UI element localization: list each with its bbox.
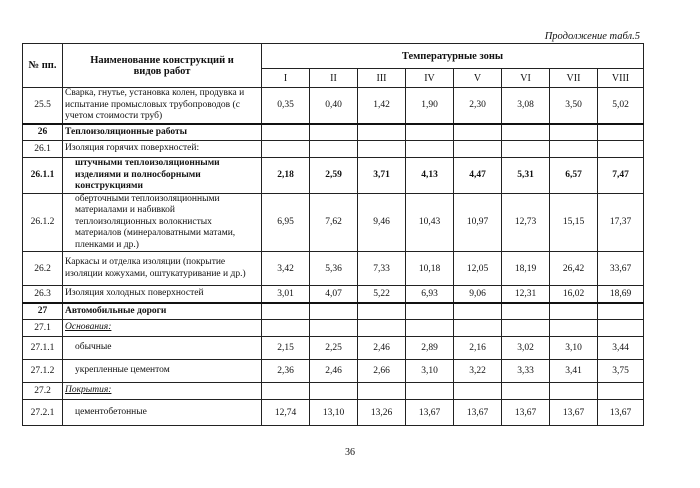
zone-value: 7,62 xyxy=(310,193,358,252)
zone-value: 3,75 xyxy=(598,360,644,383)
zone-value: 2,59 xyxy=(310,158,358,194)
zone-value xyxy=(454,320,502,337)
zone-value: 5,22 xyxy=(358,286,406,303)
zone-value: 2,36 xyxy=(262,360,310,383)
zone-value: 10,43 xyxy=(406,193,454,252)
zone-value: 16,02 xyxy=(550,286,598,303)
row-number: 25.5 xyxy=(23,88,63,124)
zone-value: 7,33 xyxy=(358,252,406,286)
page-number: 36 xyxy=(345,447,355,458)
table-row xyxy=(23,320,644,337)
zone-value xyxy=(262,320,310,337)
table-row xyxy=(23,303,644,320)
zone-value xyxy=(454,303,502,320)
row-number: 27 xyxy=(23,303,63,320)
zone-value: 13,67 xyxy=(502,400,550,426)
zone-header: V xyxy=(454,69,502,88)
zone-value: 4,13 xyxy=(406,158,454,194)
table-row xyxy=(23,337,644,360)
zone-value: 6,57 xyxy=(550,158,598,194)
table-row xyxy=(23,252,644,286)
table-row xyxy=(23,141,644,158)
zone-value: 3,10 xyxy=(550,337,598,360)
zone-value: 6,93 xyxy=(406,286,454,303)
zone-value: 3,10 xyxy=(406,360,454,383)
zone-value xyxy=(406,124,454,141)
zone-value xyxy=(406,383,454,400)
table-row xyxy=(23,400,644,426)
zone-value: 13,67 xyxy=(550,400,598,426)
row-name-italic: Основания: xyxy=(65,322,112,333)
row-name: штучными теплоизоляционными изделиями и полносборными конструкциями xyxy=(63,158,262,194)
zone-value xyxy=(598,124,644,141)
row-number: 27.2.1 xyxy=(23,400,63,426)
row-name xyxy=(63,320,262,337)
zone-header: II xyxy=(310,69,358,88)
zone-value xyxy=(502,124,550,141)
zone-value: 7,47 xyxy=(598,158,644,194)
table-row xyxy=(23,193,644,252)
continuation-label: Продолжение табл.5 xyxy=(544,31,640,42)
row-number: 27.1.1 xyxy=(23,337,63,360)
header-name-line1: Наименование конструкций и xyxy=(90,54,234,66)
zone-value: 9,06 xyxy=(454,286,502,303)
zone-value xyxy=(598,141,644,158)
zone-value xyxy=(310,303,358,320)
header-zones: Температурные зоны xyxy=(262,44,644,69)
zone-value: 0,40 xyxy=(310,88,358,124)
zone-value: 3,44 xyxy=(598,337,644,360)
row-name: Изоляция холодных поверхностей xyxy=(63,286,262,303)
row-number: 26.2 xyxy=(23,252,63,286)
zone-value: 3,50 xyxy=(550,88,598,124)
header-name-line2: видов работ xyxy=(133,65,191,77)
zone-value xyxy=(550,320,598,337)
zone-value xyxy=(358,383,406,400)
zone-value xyxy=(550,141,598,158)
zone-value xyxy=(262,383,310,400)
zone-value xyxy=(358,320,406,337)
zone-value: 10,18 xyxy=(406,252,454,286)
zone-value xyxy=(310,320,358,337)
zone-value xyxy=(502,320,550,337)
row-number: 26.1.2 xyxy=(23,193,63,252)
temperature-zones-table xyxy=(22,43,644,426)
zone-value: 9,46 xyxy=(358,193,406,252)
zone-value: 2,15 xyxy=(262,337,310,360)
zone-value xyxy=(598,320,644,337)
zone-value: 4,07 xyxy=(310,286,358,303)
zone-header: I xyxy=(262,69,310,88)
row-number: 27.2 xyxy=(23,383,63,400)
zone-value: 12,05 xyxy=(454,252,502,286)
row-number: 27.1.2 xyxy=(23,360,63,383)
row-name: оберточными теплоизоляционными материалами и набивкой теплоизоляционных волокнистых материалов (минераловатными матами, пленками и др.) xyxy=(63,193,262,252)
table-row xyxy=(23,124,644,141)
zone-value: 2,16 xyxy=(454,337,502,360)
zone-value xyxy=(358,141,406,158)
row-number: 26.1 xyxy=(23,141,63,158)
zone-value: 2,89 xyxy=(406,337,454,360)
zone-value: 3,41 xyxy=(550,360,598,383)
row-name: Сварка, гнутье, установка колен, продувка и испытание промысловых трубопроводов (с учетом стоимости труб) xyxy=(63,88,262,124)
zone-value: 33,67 xyxy=(598,252,644,286)
zone-header: III xyxy=(358,69,406,88)
row-name: укрепленные цементом xyxy=(63,360,262,383)
zone-value: 1,42 xyxy=(358,88,406,124)
zone-value xyxy=(502,141,550,158)
zone-value xyxy=(454,124,502,141)
zone-value: 10,97 xyxy=(454,193,502,252)
row-name: Изоляция горячих поверхностей: xyxy=(63,141,262,158)
zone-value: 13,67 xyxy=(598,400,644,426)
zone-value xyxy=(262,141,310,158)
zone-value xyxy=(598,303,644,320)
zone-header: VI xyxy=(502,69,550,88)
zone-value: 2,46 xyxy=(358,337,406,360)
zone-value xyxy=(550,303,598,320)
table-row xyxy=(23,88,644,124)
table-row xyxy=(23,383,644,400)
zone-value xyxy=(502,383,550,400)
zone-value xyxy=(310,124,358,141)
zone-value xyxy=(358,124,406,141)
zone-value: 1,90 xyxy=(406,88,454,124)
zone-value: 26,42 xyxy=(550,252,598,286)
zone-header: IV xyxy=(406,69,454,88)
zone-value: 6,95 xyxy=(262,193,310,252)
zone-header: VIII xyxy=(598,69,644,88)
zone-value xyxy=(454,383,502,400)
zone-value: 3,22 xyxy=(454,360,502,383)
row-name-italic: Покрытия: xyxy=(65,385,112,396)
zone-value xyxy=(310,141,358,158)
row-name xyxy=(63,383,262,400)
header-name xyxy=(63,44,262,88)
zone-value xyxy=(310,383,358,400)
zone-value: 3,08 xyxy=(502,88,550,124)
zone-value xyxy=(598,383,644,400)
row-name: Автомобильные дороги xyxy=(63,303,262,320)
zone-value: 3,42 xyxy=(262,252,310,286)
zone-value: 13,10 xyxy=(310,400,358,426)
row-number: 26.1.1 xyxy=(23,158,63,194)
zone-value: 3,33 xyxy=(502,360,550,383)
zone-value: 3,71 xyxy=(358,158,406,194)
zone-value: 12,31 xyxy=(502,286,550,303)
zone-value xyxy=(406,141,454,158)
zone-value xyxy=(262,124,310,141)
zone-value: 12,74 xyxy=(262,400,310,426)
zone-value: 3,01 xyxy=(262,286,310,303)
zone-value: 13,67 xyxy=(406,400,454,426)
zone-value: 17,37 xyxy=(598,193,644,252)
zone-value: 18,19 xyxy=(502,252,550,286)
row-name: цементобетонные xyxy=(63,400,262,426)
zone-header: VII xyxy=(550,69,598,88)
zone-value xyxy=(358,303,406,320)
zone-value: 0,35 xyxy=(262,88,310,124)
row-name: Каркасы и отделка изоляции (покрытие изоляции кожухами, оштукатуривание и др.) xyxy=(63,252,262,286)
zone-value: 15,15 xyxy=(550,193,598,252)
zone-value xyxy=(550,124,598,141)
table-row xyxy=(23,158,644,194)
zone-value: 5,36 xyxy=(310,252,358,286)
table-row xyxy=(23,286,644,303)
zone-value xyxy=(454,141,502,158)
row-number: 26.3 xyxy=(23,286,63,303)
zone-value: 12,73 xyxy=(502,193,550,252)
row-number: 26 xyxy=(23,124,63,141)
zone-value: 2,66 xyxy=(358,360,406,383)
zone-value: 2,18 xyxy=(262,158,310,194)
zone-value: 5,02 xyxy=(598,88,644,124)
zone-value: 18,69 xyxy=(598,286,644,303)
zone-value: 2,30 xyxy=(454,88,502,124)
zone-value: 5,31 xyxy=(502,158,550,194)
zone-value: 2,46 xyxy=(310,360,358,383)
row-number: 27.1 xyxy=(23,320,63,337)
row-name: Теплоизоляционные работы xyxy=(63,124,262,141)
table-row xyxy=(23,360,644,383)
zone-value: 13,26 xyxy=(358,400,406,426)
zone-value xyxy=(406,303,454,320)
zone-value xyxy=(262,303,310,320)
header-num: № пп. xyxy=(23,44,63,88)
zone-value: 2,25 xyxy=(310,337,358,360)
zone-value: 13,67 xyxy=(454,400,502,426)
row-name: обычные xyxy=(63,337,262,360)
zone-value xyxy=(406,320,454,337)
zone-value xyxy=(550,383,598,400)
zone-value: 4,47 xyxy=(454,158,502,194)
zone-value: 3,02 xyxy=(502,337,550,360)
zone-value xyxy=(502,303,550,320)
